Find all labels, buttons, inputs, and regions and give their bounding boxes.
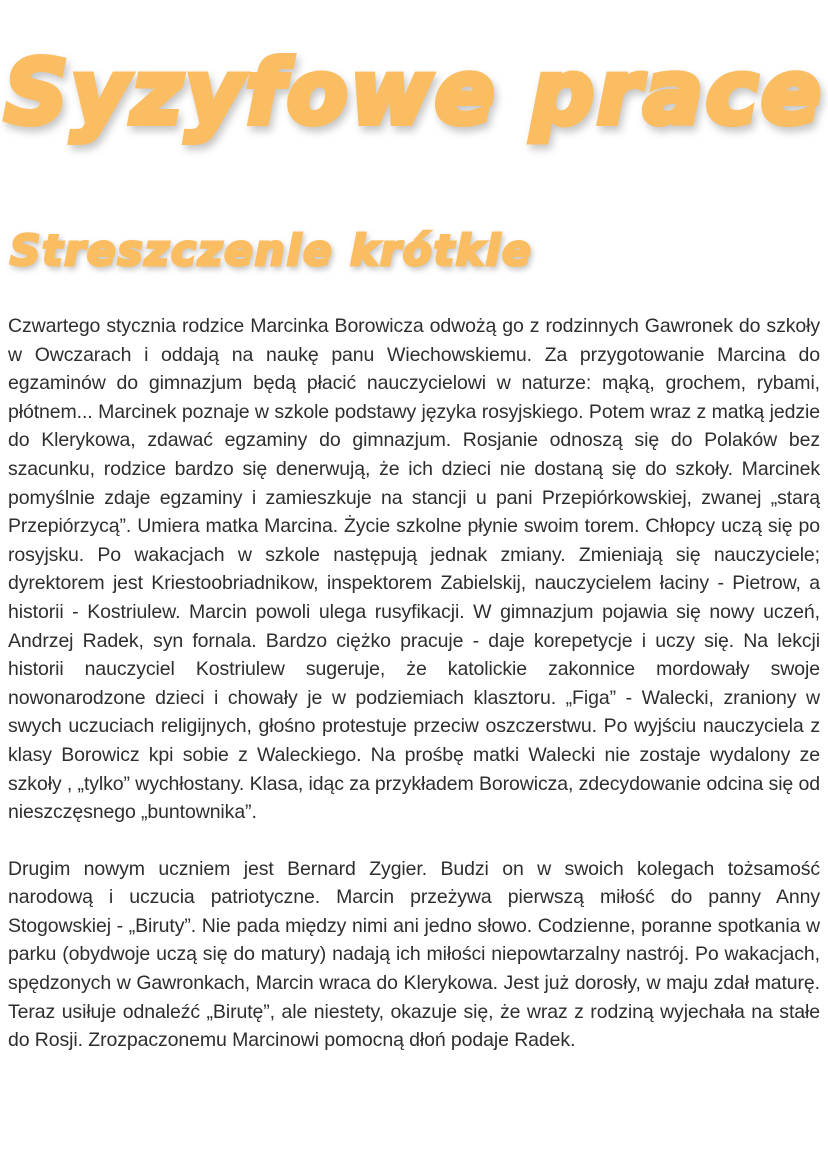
- summary-body: [8, 312, 820, 1055]
- document-title: Syzyfowe prace: [4, 41, 824, 144]
- summary-paragraph: Drugim nowym uczniem jest Bernard Zygier. Budzi on w swoich kolegach tożsamość narodową i uczucia patriotyczne. Marcin przeżywa pierwszą miłość do panny Anny Stogowskiej - „Biruty”. Nie pada między nimi ani jedno słowo. Codzienne, poranne spotkania w parku (obydwoje uczą się do matury) nadają ich miłości niepowtarzalny nastrój. Po wakacjach, spędzonych w Gawronkach, Marcin wraca do Klerykowa. Jest już dorosły, w maju zdał maturę. Teraz usiłuje odnaleźć „Birutę”, ale niestety, okazuje się, że wraz z rodziną wyjechała na stałe do Rosji. Zrozpaczonemu Marcinowi pomocną dłoń podaje Radek.: [8, 857, 820, 1052]
- summary-paragraph: Czwartego stycznia rodzice Marcinka Borowicza odwożą go z rodzinnych Gawronek do szkoły w Owczarach i oddają na naukę panu Wiechowskiemu. Za przygotowanie Marcina do egzaminów do gimnazjum będą płacić nauczycielowi w naturze: mąką, grochem, rybami, płótnem... Marcinek poznaje w szkole podstawy języka rosyjskiego. Potem wraz z matką jedzie do Klerykowa, zdawać egzaminy do gimnazjum. Rosjanie odnoszą się do Polaków bez szacunku, rodzice bardzo się denerwują, że ich dzieci nie dostaną się do szkoły. Marcinek pomyślnie zdaje egzaminy i zamieszkuje na stancji u pani Przepiórkowskiej, zwanej „starą Przepiórzycą”. Umiera matka Marcina. Życie szkolne płynie swoim torem. Chłopcy uczą się po rosyjsku. Po wakacjach w szkole następują jednak zmiany. Zmieniają się nauczyciele; dyrektorem jest Kriestoobriadnikow, inspektorem Zabielskij, nauczycielem łaciny - Pietrow, a historii - Kostriulew. Marcin powoli ulega rusyfikacji. W gimnazjum pojawia się nowy uczeń, Andrzej Radek, syn fornala. Bardzo ciężko pracuje - daje korepetycje i uczy się. Na lekcji historii nauczyciel Kostriulew sugeruje, że katolickie zakonnice mordowały swoje nowonarodzone dzieci i chowały je w podziemiach klasztoru. „Figa” - Walecki, zraniony w swych uczuciach religijnych, głośno protestuje przeciw oszczerstwu. Po wyjściu nauczyciela z klasy Borowicz kpi sobie z Waleckiego. Na prośbę matki Walecki nie zostaje wydalony ze szkoły , „tylko” wychłostany. Klasa, idąc za przykładem Borowicza, zdecydowanie odcina się od nieszczęsnego „buntownika”.: [8, 315, 820, 824]
- section-heading: Streszczenie krótkie: [10, 226, 533, 275]
